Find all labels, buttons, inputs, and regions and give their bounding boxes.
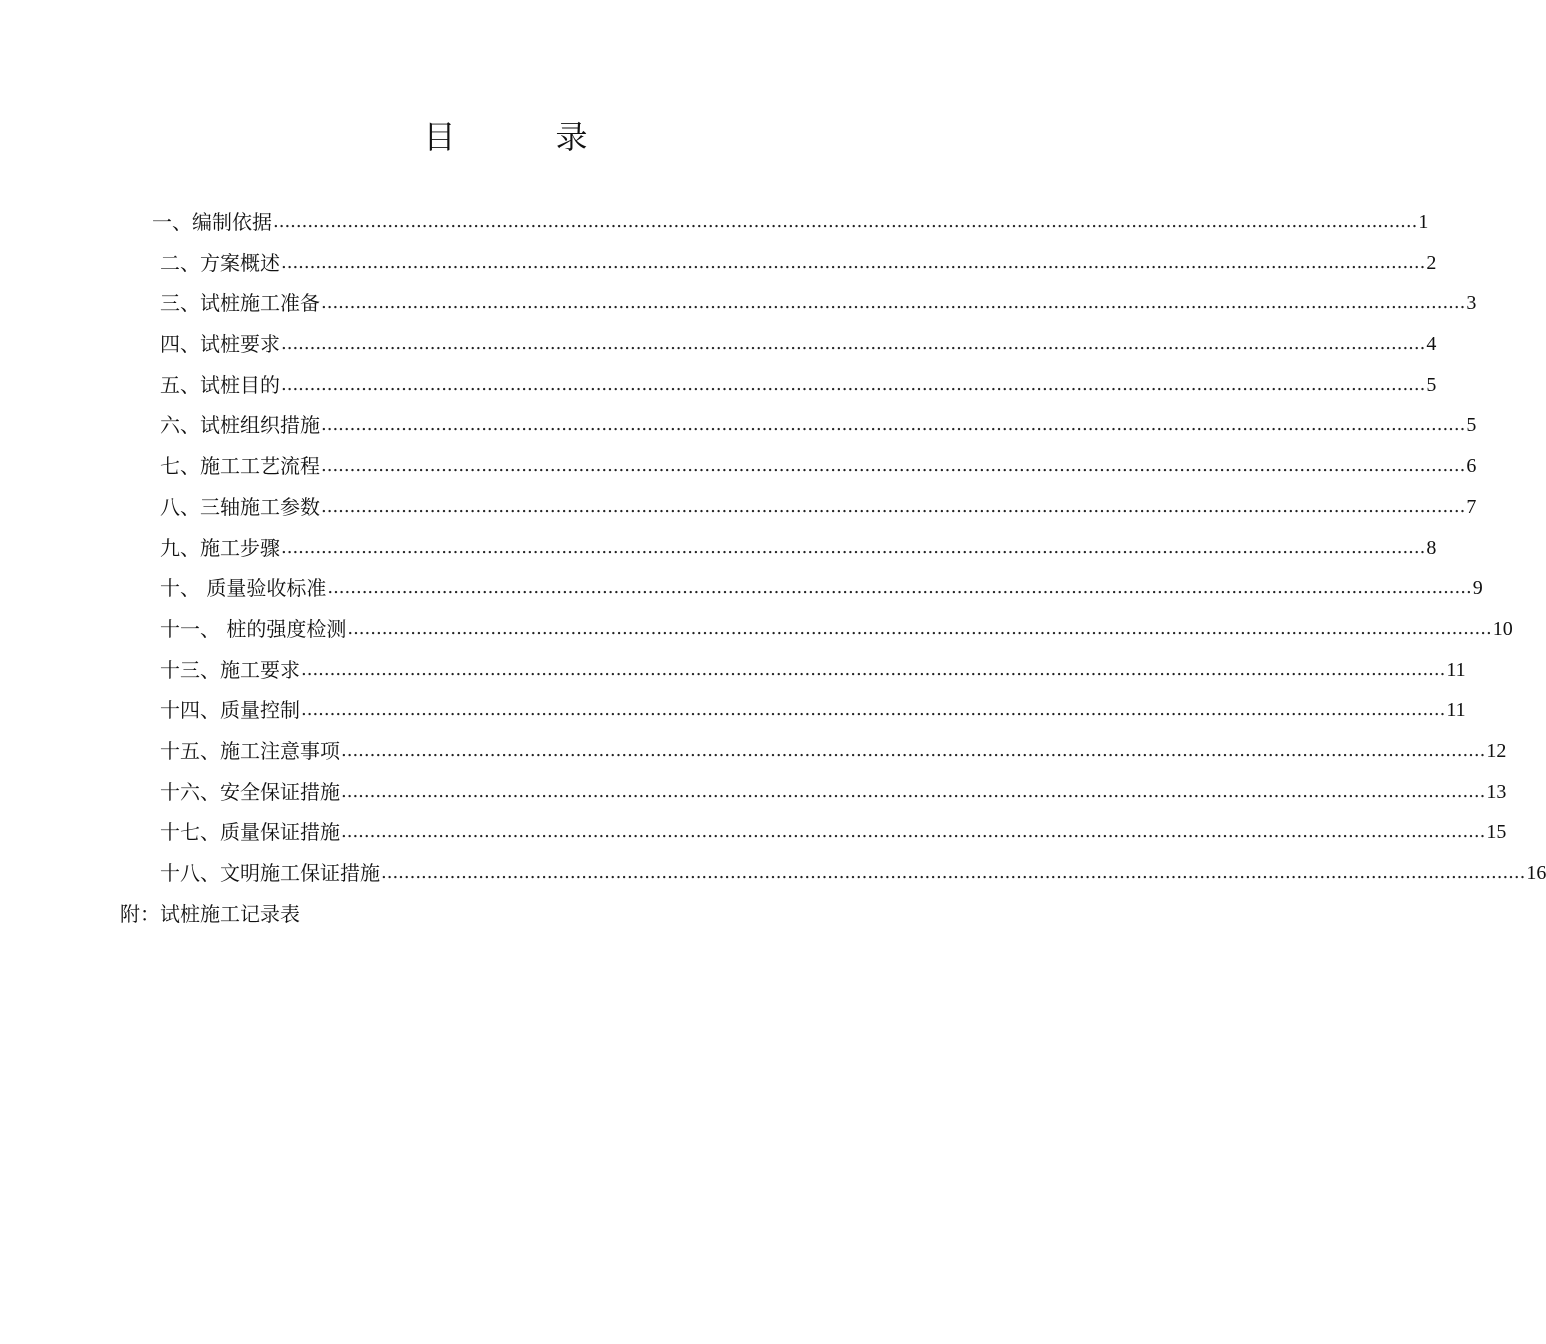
toc-leader-dots: ........................................................................................................................................................................................................ [321, 496, 1466, 517]
toc-entry-label: 十七、质量保证措施 [160, 820, 340, 844]
toc-entry-page: 13 [1486, 781, 1507, 803]
toc-entry-label: 十一、 桩的强度检测 [160, 617, 347, 641]
toc-entry-label: 六、试桩组织措施 [160, 413, 320, 437]
toc-entry-page: 8 [1426, 537, 1437, 559]
toc-entry-label: 八、三轴施工参数 [160, 495, 320, 519]
toc-leader-dots: ........................................................................................................................................................................................................ [327, 577, 1472, 598]
toc-entry[interactable] [160, 690, 1466, 730]
toc-entry-page: 16 [1526, 862, 1546, 884]
toc-entry-label: 五、试桩目的 [160, 373, 280, 397]
toc-entry[interactable] [160, 609, 1513, 649]
toc-entry-label: 十四、质量控制 [160, 698, 300, 722]
toc-entry[interactable] [160, 568, 1483, 608]
toc-entry-label: 十六、安全保证措施 [160, 780, 340, 804]
toc-entry[interactable] [160, 731, 1507, 771]
toc-entry[interactable] [160, 405, 1477, 445]
toc-leader-dots: ........................................................................................................................................................................................................ [301, 659, 1446, 680]
toc-leader-dots: ........................................................................................................................................................................................................ [321, 414, 1466, 435]
toc-leader-dots: ........................................................................................................................................................................................................ [321, 292, 1466, 313]
toc-entry-label: 二、方案概述 [160, 251, 280, 275]
toc-entry-label: 七、施工工艺流程 [160, 454, 320, 478]
toc-leader-dots: ........................................................................................................................................................................................................ [281, 252, 1426, 273]
toc-entry[interactable] [160, 365, 1437, 405]
toc-entry[interactable] [160, 446, 1477, 486]
toc-entry-page: 12 [1486, 740, 1507, 762]
toc-entry-page: 6 [1466, 455, 1477, 477]
toc-entry-page: 3 [1466, 292, 1477, 314]
toc-entry-page: 2 [1426, 252, 1437, 274]
toc-leader-dots: ........................................................................................................................................................................................................ [381, 862, 1526, 883]
toc-entry[interactable] [160, 243, 1437, 283]
toc-leader-dots: ........................................................................................................................................................................................................ [341, 781, 1486, 802]
toc-leader-dots: ........................................................................................................................................................................................................ [301, 699, 1446, 720]
toc-entry-label: 十八、文明施工保证措施 [160, 861, 380, 885]
toc-entry-page: 1 [1418, 211, 1429, 233]
toc-entry[interactable] [160, 324, 1437, 364]
toc-entry[interactable] [160, 528, 1437, 568]
toc-entry-label: 四、试桩要求 [160, 332, 280, 356]
appendix-note: 附：试桩施工记录表 [120, 902, 300, 926]
toc-entry-page: 15 [1486, 821, 1507, 843]
toc-leader-dots: ........................................................................................................................................................................................................ [321, 455, 1466, 476]
toc-entry[interactable] [160, 812, 1507, 852]
toc-entry-page: 11 [1446, 659, 1466, 681]
toc-entry-label: 九、施工步骤 [160, 536, 280, 560]
toc-entry-label: 一、编制依据 [152, 210, 272, 234]
toc-leader-dots: ........................................................................................................................................................................................................ [281, 537, 1426, 558]
toc-entry[interactable] [160, 487, 1477, 527]
toc-entry-page: 10 [1492, 618, 1513, 640]
toc-leader-dots: ........................................................................................................................................................................................................ [281, 374, 1426, 395]
toc-entry-label: 三、试桩施工准备 [160, 291, 320, 315]
toc-entry[interactable] [160, 283, 1477, 323]
toc-leader-dots: ........................................................................................................................................................................................................ [281, 333, 1426, 354]
toc-entry-label: 十三、施工要求 [160, 658, 300, 682]
toc-entry[interactable] [160, 772, 1507, 812]
toc-entry-page: 7 [1466, 496, 1477, 518]
toc-entry[interactable] [160, 650, 1466, 690]
toc-entry-page: 5 [1426, 374, 1437, 396]
toc-entry[interactable] [152, 202, 1429, 242]
toc-leader-dots: ........................................................................................................................................................................................................ [341, 740, 1486, 761]
toc-entry-label: 十五、施工注意事项 [160, 739, 340, 763]
page-title: 目 录 [423, 118, 622, 156]
toc-entry-page: 11 [1446, 699, 1466, 721]
toc-entry[interactable] [160, 853, 1546, 893]
toc-entry-page: 5 [1466, 414, 1477, 436]
toc-leader-dots: ........................................................................................................................................................................................................ [341, 821, 1486, 842]
toc-leader-dots: ........................................................................................................................................................................................................ [347, 618, 1492, 639]
toc-leader-dots: ........................................................................................................................................................................................................ [273, 211, 1418, 232]
toc-entry-page: 9 [1472, 577, 1483, 599]
toc-entry-label: 十、 质量验收标准 [160, 576, 327, 600]
toc-entry-page: 4 [1426, 333, 1437, 355]
